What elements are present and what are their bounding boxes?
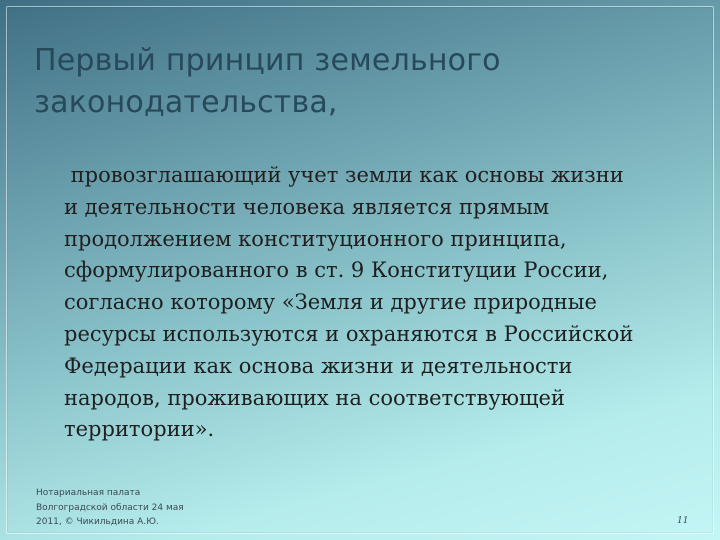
footer-line: Нотариальная палата bbox=[36, 488, 141, 498]
body-line: Федерации как основа жизни и деятельности bbox=[64, 353, 573, 378]
body-line: провозглашающий учет земли как основы жизни bbox=[64, 163, 624, 187]
body-line: согласно которому «Земля и другие природные bbox=[64, 290, 597, 315]
body-line: территории». bbox=[64, 417, 215, 442]
title-line-1: Первый принцип земельного bbox=[34, 43, 501, 78]
body-line: и деятельности человека является прямым bbox=[64, 194, 550, 219]
body-line: ресурсы используются и охраняются в Российской bbox=[64, 321, 634, 346]
footer-line: Волгоградской области 24 мая bbox=[36, 502, 184, 513]
slide-title bbox=[34, 40, 674, 124]
body-line: продолжением конституционного принципа, bbox=[64, 226, 567, 251]
slide-footer bbox=[36, 486, 236, 530]
body-line: народов, проживающих на соответствующей bbox=[64, 385, 565, 410]
page-number: 11 bbox=[677, 516, 689, 526]
title-line-2: законодательства, bbox=[34, 85, 338, 120]
footer-line: 2011, © Чикильдина А.Ю. bbox=[36, 517, 159, 527]
slide-body bbox=[64, 160, 684, 446]
body-line: сформулированного в ст. 9 Конституции России, bbox=[64, 258, 609, 283]
